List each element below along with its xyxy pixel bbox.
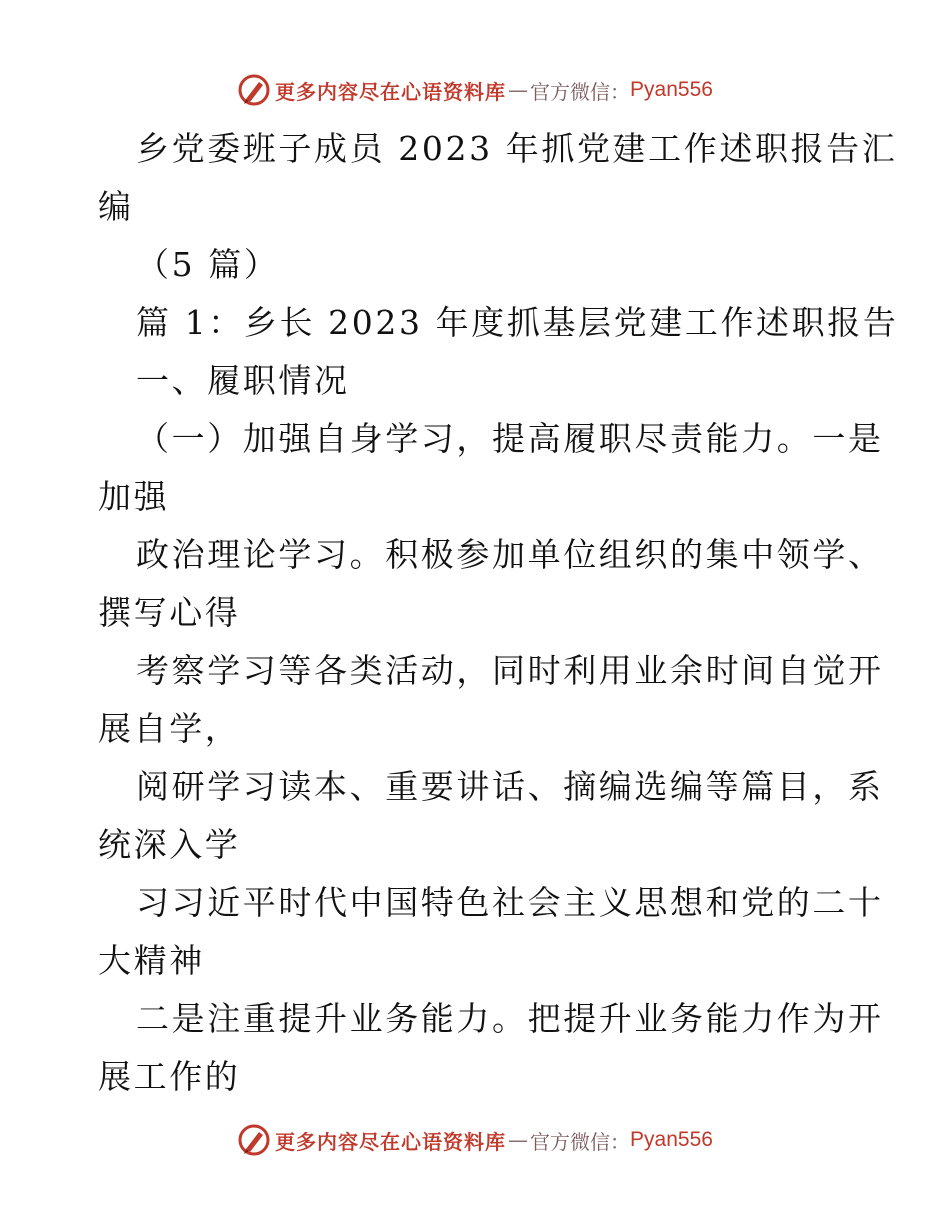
document-body xyxy=(98,120,899,1106)
banner-wechat-label: 官方微信： xyxy=(530,79,631,104)
text-line-10: 考察学习等各类活动，同时利用业余时间自觉开 xyxy=(136,651,884,690)
text-line-3: （5 篇） xyxy=(136,245,280,284)
text-line-15: 大精神 xyxy=(98,941,205,980)
text-line-9: 撰写心得 xyxy=(98,593,241,632)
text-line-17: 展工作的 xyxy=(98,1057,241,1096)
text-line-16: 二是注重提升业务能力。把提升业务能力作为开 xyxy=(136,999,884,1038)
text-line-5: 一、履职情况 xyxy=(136,361,350,400)
text-line-1: 乡党委班子成员 2023 年抓党建工作述职报告汇 xyxy=(136,129,898,168)
banner-wechat-id: Pyan556 xyxy=(630,78,713,101)
text-line-12: 阅研学习读本、重要讲话、摘编选编等篇目，系 xyxy=(136,767,884,806)
text-line-14: 习习近平时代中国特色社会主义思想和党的二十 xyxy=(136,883,884,922)
text-line-6: （一）加强自身学习，提高履职尽责能力。一是 xyxy=(136,419,884,458)
banner-dash: — xyxy=(508,78,529,102)
banner-brand-text: 更多内容尽在心语资料库 xyxy=(275,79,507,104)
pen-logo-icon xyxy=(237,73,271,107)
footer-watermark-banner xyxy=(0,1120,950,1160)
banner-wechat-label: 官方微信： xyxy=(530,1129,631,1154)
text-line-7: 加强 xyxy=(98,477,170,516)
banner-dash: — xyxy=(508,1128,529,1152)
text-line-11: 展自学， xyxy=(98,709,241,748)
banner-wechat-id: Pyan556 xyxy=(630,1128,713,1151)
pen-logo-icon xyxy=(237,1123,271,1157)
text-line-13: 统深入学 xyxy=(98,825,241,864)
header-watermark-banner xyxy=(0,70,950,110)
text-line-2: 编 xyxy=(98,187,134,226)
banner-brand-text: 更多内容尽在心语资料库 xyxy=(275,1129,507,1154)
text-line-8: 政治理论学习。积极参加单位组织的集中领学、 xyxy=(136,535,884,574)
text-line-4: 篇 1：乡长 2023 年度抓基层党建工作述职报告 xyxy=(136,303,899,342)
